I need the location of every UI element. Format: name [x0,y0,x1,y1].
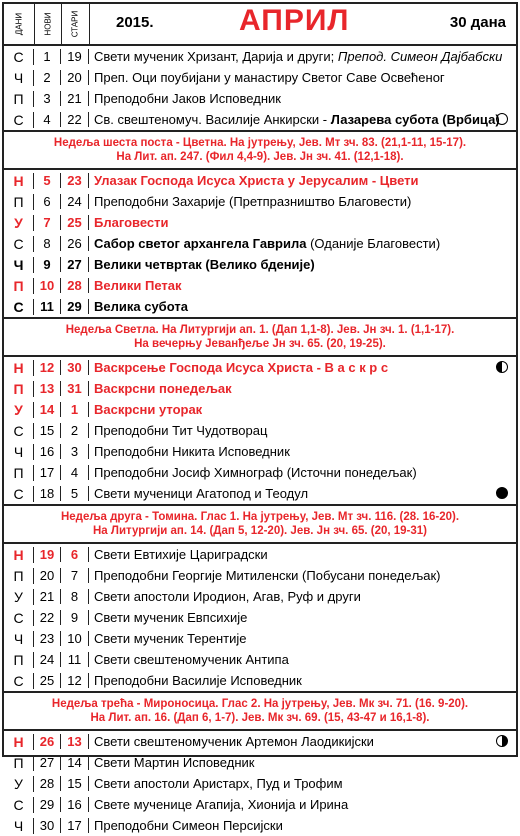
day-row [4,483,516,504]
new-date: 18 [34,486,61,501]
sunday-readings-2 [4,317,516,357]
weekday: Ч [4,631,34,647]
old-date: 17 [61,818,89,833]
weekday: Ч [4,70,34,86]
weekday: Н [4,173,34,189]
weekday: С [4,486,34,502]
old-date: 14 [61,755,89,770]
new-date: 26 [34,734,61,749]
feast-text: Васкрсни понедељак [94,381,232,396]
readings-line: Недеља трећа - Мироносица. Глас 2. На јутрењу, Јев. Мк зч. 71. (16. 9-20). [51,698,469,710]
feast-text [89,236,516,251]
new-date: 19 [34,547,61,562]
weekday: П [4,465,34,481]
new-date: 16 [34,444,61,459]
feast-text: Свети свештеномученик Артемон Лаодикијски [94,734,374,749]
old-date: 10 [61,631,89,646]
new-date: 10 [34,278,61,293]
old-date: 27 [61,257,89,272]
week-2 [4,170,516,317]
new-date: 28 [34,776,61,791]
weekday: С [4,49,34,65]
feast-text: Свете мученице Агапија, Хионија и Ирина [94,797,349,812]
feast-text: Велики Петак [94,278,182,293]
day-row [4,794,516,815]
new-date: 25 [34,673,61,688]
day-row [4,420,516,441]
new-date: 22 [34,610,61,625]
weekday: С [4,112,34,128]
new-date: 30 [34,818,61,833]
weekday: У [4,776,34,792]
feast-text: Велики четвртак (Велико бденије) [94,257,315,272]
readings-line: На Лит. ап. 247. (Фил 4,4-9). Јев. Јн зч. 41. (12,1-18). [116,151,404,163]
new-date: 6 [34,194,61,209]
new-date: 12 [34,360,61,375]
old-date: 29 [61,299,89,314]
readings-line: На Литургији ап. 14. (Дап 5, 12-20). Јев. Јн зч. 65. (20, 19-31) [93,525,427,537]
readings-line: Недеља Светла. На Литургији ап. 1. (Дап 1,1-8). Јев. Јн зч. 1. (1,1-17). [65,324,455,336]
sunday-readings-4 [4,691,516,731]
readings-line: На вечерњу Јеванђеље Јн зч. 65. (20, 19-25). [134,338,386,350]
day-row [4,565,516,586]
week-4 [4,544,516,691]
new-date: 11 [34,299,61,314]
old-date: 11 [61,652,89,667]
readings-line: Недеља шеста поста - Цветна. На јутрењу, Јев. Мт зч. 83. (21,1-11, 15-17). [53,137,467,149]
weekday: Н [4,360,34,376]
old-date: 2 [61,423,89,438]
day-row [4,46,516,67]
day-row [4,815,516,836]
day-row [4,649,516,670]
new-date: 14 [34,402,61,417]
day-row [4,607,516,628]
sunday-readings-1 [4,130,516,170]
old-date: 6 [61,547,89,562]
day-row [4,773,516,794]
weekday: С [4,797,34,813]
weekday: Н [4,547,34,563]
feast-text: Преподобни Јосиф Химнограф (Источни понедељак) [94,465,417,480]
day-row [4,378,516,399]
feast-text [89,49,516,64]
weekday: П [4,652,34,668]
weekday: П [4,381,34,397]
readings-line: На Лит. ап. 16. (Дап 6, 1-7). Јев. Мк зч. 69. (15, 43-47 и 16,1-8). [90,712,430,724]
col-head-new [34,4,62,44]
feast-text: Васкрсење Господа Исуса Христа - В а с к р с [94,360,389,375]
col-head-old-label: СТАРИ [70,10,80,38]
old-date: 4 [61,465,89,480]
day-row [4,544,516,565]
old-date: 8 [61,589,89,604]
month-title: АПРИЛ [239,4,350,37]
full-moon-icon [496,487,508,499]
day-row [4,628,516,649]
new-date: 8 [34,236,61,251]
day-row [4,67,516,88]
feast-text: Преподобни Јаков Исповедник [94,91,281,106]
day-row [4,254,516,275]
new-date: 20 [34,568,61,583]
week-3 [4,357,516,504]
old-date: 3 [61,444,89,459]
old-date: 9 [61,610,89,625]
weekday: У [4,402,34,418]
day-row [4,88,516,109]
new-date: 21 [34,589,61,604]
weekday: П [4,91,34,107]
feast-text: Свети апостоли Иродион, Агав, Руф и други [94,589,361,604]
feast-extra: (Оданије Благовести) [306,236,441,251]
first-quarter-moon-icon [496,735,508,747]
feast-text: Свети свештеномученик Антипа [94,652,289,667]
weekday: Ч [4,257,34,273]
feast-text: Васкрсни уторак [94,402,203,417]
old-date: 21 [61,91,89,106]
weekday: С [4,423,34,439]
day-row [4,212,516,233]
days-count: 30 дана [449,14,506,31]
new-date: 3 [34,91,61,106]
old-date: 28 [61,278,89,293]
new-date: 29 [34,797,61,812]
old-date: 15 [61,776,89,791]
feast-extra: Препод. Симеон Дајбабски [337,49,503,64]
feast-text: Свети Евтихије Цариградски [94,547,268,562]
new-date: 15 [34,423,61,438]
year-label: 2015. [116,14,154,31]
weekday: П [4,755,34,771]
feast-text: Велика субота [94,299,188,314]
old-date: 22 [61,112,89,127]
day-row [4,296,516,317]
new-date: 7 [34,215,61,230]
day-row [4,399,516,420]
old-date: 1 [61,402,89,417]
feast-text: Преподобни Георгије Митиленски (Побусани понедељак) [94,568,441,583]
weekday: Н [4,734,34,750]
new-date: 27 [34,755,61,770]
new-date: 4 [34,112,61,127]
day-row [4,191,516,212]
day-row [4,275,516,296]
old-date: 30 [61,360,89,375]
day-row [4,752,516,773]
new-date: 5 [34,173,61,188]
readings-line: Недеља друга - Томина. Глас 1. На јутрењу, Јев. Мт зч. 116. (28. 16-20). [60,511,460,523]
day-row [4,586,516,607]
feast-main: Св. свештеномуч. Василије Анкирски - [94,112,331,127]
old-date: 19 [61,49,89,64]
old-date: 26 [61,236,89,251]
new-date: 13 [34,381,61,396]
feast-text: Преподобни Симеон Персијски [94,818,283,833]
feast-text: Свети мученик Терентије [94,631,247,646]
new-date: 2 [34,70,61,85]
new-date: 17 [34,465,61,480]
old-date: 23 [61,173,89,188]
week-1 [4,46,516,130]
feast-main: Сабор светог архангела Гаврила [94,236,307,251]
new-date: 24 [34,652,61,667]
weekday: П [4,194,34,210]
calendar-page [2,2,518,834]
feast-text: Благовести [94,215,169,230]
old-date: 24 [61,194,89,209]
new-moon-icon [496,113,508,125]
last-quarter-moon-icon [496,361,508,373]
feast-text: Свети мученик Евпсихије [94,610,248,625]
day-row [4,357,516,378]
new-date: 23 [34,631,61,646]
weekday: Ч [4,444,34,460]
feast-text [89,112,516,127]
weekday: С [4,236,34,252]
day-row [4,233,516,254]
old-date: 16 [61,797,89,812]
col-head-days [4,4,35,44]
col-head-new-label: НОВИ [43,12,52,36]
feast-text: Улазак Господа Исуса Христа у Јерусалим - Цвети [94,173,419,188]
calendar-header [4,4,516,46]
feast-text: Свети апостоли Аристарх, Пуд и Трофим [94,776,343,791]
feast-extra: Лазарева субота (Врбица) [330,112,500,127]
feast-text: Свети Мартин Исповедник [94,755,255,770]
day-row [4,441,516,462]
old-date: 25 [61,215,89,230]
old-date: 20 [61,70,89,85]
col-head-days-label: ДАНИ [14,12,24,36]
feast-text: Преподобни Тит Чудотворац [94,423,268,438]
feast-text: Преподобни Василије Исповедник [94,673,302,688]
feast-text: Преп. Оци поубијани у манастиру Светог Саве Освећеног [94,70,445,85]
day-row [4,462,516,483]
old-date: 13 [61,734,89,749]
day-row [4,109,516,130]
old-date: 5 [61,486,89,501]
feast-text: Свети мученици Агатопод и Теодул [94,486,309,501]
weekday: С [4,299,34,315]
weekday: У [4,215,34,231]
new-date: 1 [34,49,61,64]
weekday: У [4,589,34,605]
weekday: Ч [4,818,34,834]
week-5 [4,731,516,836]
feast-text: Преподобни Захарије (Претпразништво Благовести) [94,194,412,209]
day-row [4,731,516,752]
day-row [4,670,516,691]
day-row [4,170,516,191]
weekday: С [4,610,34,626]
sunday-readings-3 [4,504,516,544]
weekday: П [4,278,34,294]
old-date: 31 [61,381,89,396]
weekday: С [4,673,34,689]
col-head-old [61,4,90,44]
weekday: П [4,568,34,584]
new-date: 9 [34,257,61,272]
feast-main: Свети мученик Хризант, Дарија и други; [94,49,335,64]
old-date: 12 [61,673,89,688]
feast-text: Преподобни Никита Исповедник [94,444,290,459]
old-date: 7 [61,568,89,583]
